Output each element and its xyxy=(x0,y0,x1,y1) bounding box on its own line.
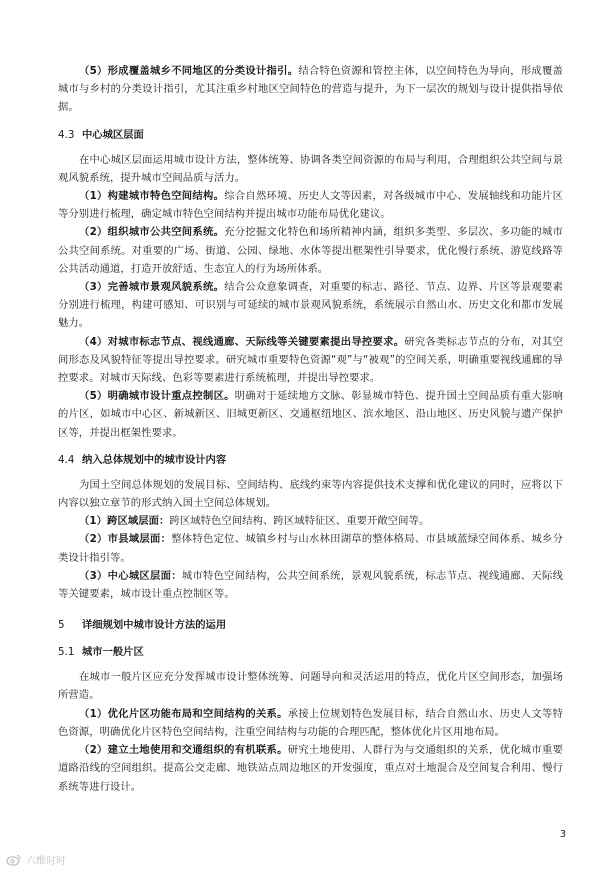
paragraph xyxy=(58,278,563,333)
paragraph-text: 综合自然环境、历史人文等因素，对各级城市中心、发展轴线和功能片区等分别进行梳理，确定城市特色空间结构并提出城市功能布局优化建议。 xyxy=(58,190,563,221)
paragraph-lead: （2）组织城市公共空间系统。 xyxy=(79,226,225,239)
weibo-logo-icon xyxy=(6,853,22,866)
paragraph xyxy=(58,62,563,117)
paragraph xyxy=(58,223,563,278)
paragraph-text: 承接上位规划特色发展目标，结合自然山水、历史人文等特色资源，明确优化片区特色空间结构，注重空间结构与功能的合理匹配，整体优化片区用地布局。 xyxy=(58,707,563,738)
paragraph-text: 研究各类标志节点的分布，对其空间形态及风貌特征等提出导控要求。研究城市重要特色资源“观”与“被观”的空间关系，明确重要视线通廊的导控要求。对城市天际线、色彩等要素进行系统梳理，并提出导控要求。 xyxy=(58,335,564,385)
section-heading-4-4 xyxy=(58,451,563,469)
section-title: 城市一般片区 xyxy=(82,646,144,659)
paragraph-lead: （2）建立土地使用和交通组织的有机联系。 xyxy=(79,744,288,757)
section-title: 详细规划中城市设计方法的运用 xyxy=(82,619,227,632)
page-number: 3 xyxy=(559,829,566,840)
paragraph xyxy=(58,387,563,442)
document-body xyxy=(58,62,563,796)
paragraph xyxy=(58,705,563,741)
paragraph-text: 充分挖掘文化特色和场所精神内涵，组织多类型、多层次、多功能的城市公共空间系统。对重要的广场、街道、公园、绿地、水体等提出框架性引导要求，优化慢行系统、游览线路等公共活动通道，打造开放舒适、生态宜人的行为场所体系。 xyxy=(58,226,563,275)
section-heading-4-3 xyxy=(58,126,563,144)
watermark-text: 六维时时 xyxy=(26,856,66,867)
paragraph-text: 明确对于延续地方文脉、彰显城市特色、提升国土空间品质有重大影响的片区，如城市中心区、新城新区、旧城更新区、交通枢纽地区、滨水地区、沿山地区、历史风貌与遗产保护区等，并提出框架性要求。 xyxy=(58,390,563,439)
paragraph-lead: （2）市县域层面： xyxy=(79,533,172,546)
section-number: 4.3 xyxy=(58,128,75,141)
paragraph-lead: （5）明确城市设计重点控制区。 xyxy=(79,390,235,403)
paragraph xyxy=(58,530,563,566)
paragraph-lead: （1）优化片区功能布局和空间结构的关系。 xyxy=(79,707,288,720)
section-title: 纳入总体规划中的城市设计内容 xyxy=(82,453,227,466)
paragraph-lead: （4）对城市标志节点、视线通廊、天际线等关键要素提出导控要求。 xyxy=(79,335,405,348)
paragraph-text: 在城市一般片区应充分发挥城市设计整体统筹、问题导向和灵活运用的特点，优化片区空间形态，加强场所营造。 xyxy=(58,671,563,702)
paragraph-lead: （3）完善城市景观风貌系统。 xyxy=(79,281,225,294)
paragraph-text: 跨区域特色空间结构、跨区域特征区、重要开敞空间等。 xyxy=(169,515,430,528)
paragraph-text: 为国土空间总体规划的发展目标、空间结构、底线约束等内容提供技术支撑和优化建议的同时，应将以下内容以独立章节的形式纳入国土空间总体规划。 xyxy=(58,478,563,510)
paragraph xyxy=(58,741,563,796)
paragraph xyxy=(58,187,563,223)
paragraph-text: 结合特色资源和管控主体，以空间特色为导向，形成覆盖城市与乡村的分类设计指引，尤其注重乡村地区空间特色的营造与提升，为下一层次的规划与设计提供指导依据。 xyxy=(58,65,563,114)
section-number: 5 xyxy=(58,619,65,632)
section-title: 中心城区层面 xyxy=(82,128,144,141)
paragraph-text: 研究土地使用、人群行为与交通组织的关系，优化城市重要道路沿线的空间组织。提高公交走廊、地铁站点周边地区的开发强度，重点对土地混合及空间复合利用、慢行系统等进行设计。 xyxy=(58,744,563,793)
paragraph xyxy=(58,333,563,388)
chapter-heading-5 xyxy=(58,616,563,634)
section-heading-5-1 xyxy=(58,643,563,661)
section-number: 4.4 xyxy=(58,453,75,466)
paragraph-text: 整体特色定位、城镇乡村与山水林田湖草的整体格局、市县域蓝绿空间体系、城乡分类设计指引等。 xyxy=(58,533,563,564)
paragraph xyxy=(58,567,563,603)
paragraph-lead: （1）构建城市特色空间结构。 xyxy=(79,190,225,203)
watermark xyxy=(6,852,66,867)
paragraph-lead: （1）跨区域层面： xyxy=(79,515,170,528)
paragraph-text: 在中心城区层面运用城市设计方法，整体统筹、协调各类空间资源的布局与利用，合理组织公共空间与景观风貌系统，提升城市空间品质与活力。 xyxy=(58,153,563,184)
paragraph-lead: （3）中心城区层面： xyxy=(79,569,182,582)
paragraph xyxy=(58,151,563,187)
section-number: 5.1 xyxy=(58,646,75,659)
paragraph xyxy=(58,668,563,704)
paragraph-lead: （5）形成覆盖城乡不同地区的分类设计指引。 xyxy=(79,65,299,77)
paragraph xyxy=(58,512,563,530)
paragraph xyxy=(58,476,563,512)
paragraph-text: 结合公众意象调查，对重要的标志、路径、节点、边界、片区等景观要素分别进行梳理，构建可感知、可识别与可延续的城市景观风貌系统，系统展示自然山水、历史文化和都市发展魅力。 xyxy=(58,281,563,330)
paragraph-text: 城市特色空间结构，公共空间系统，景观风貌系统，标志节点、视线通廊、天际线等关键要素，城市设计重点控制区等。 xyxy=(58,569,563,601)
